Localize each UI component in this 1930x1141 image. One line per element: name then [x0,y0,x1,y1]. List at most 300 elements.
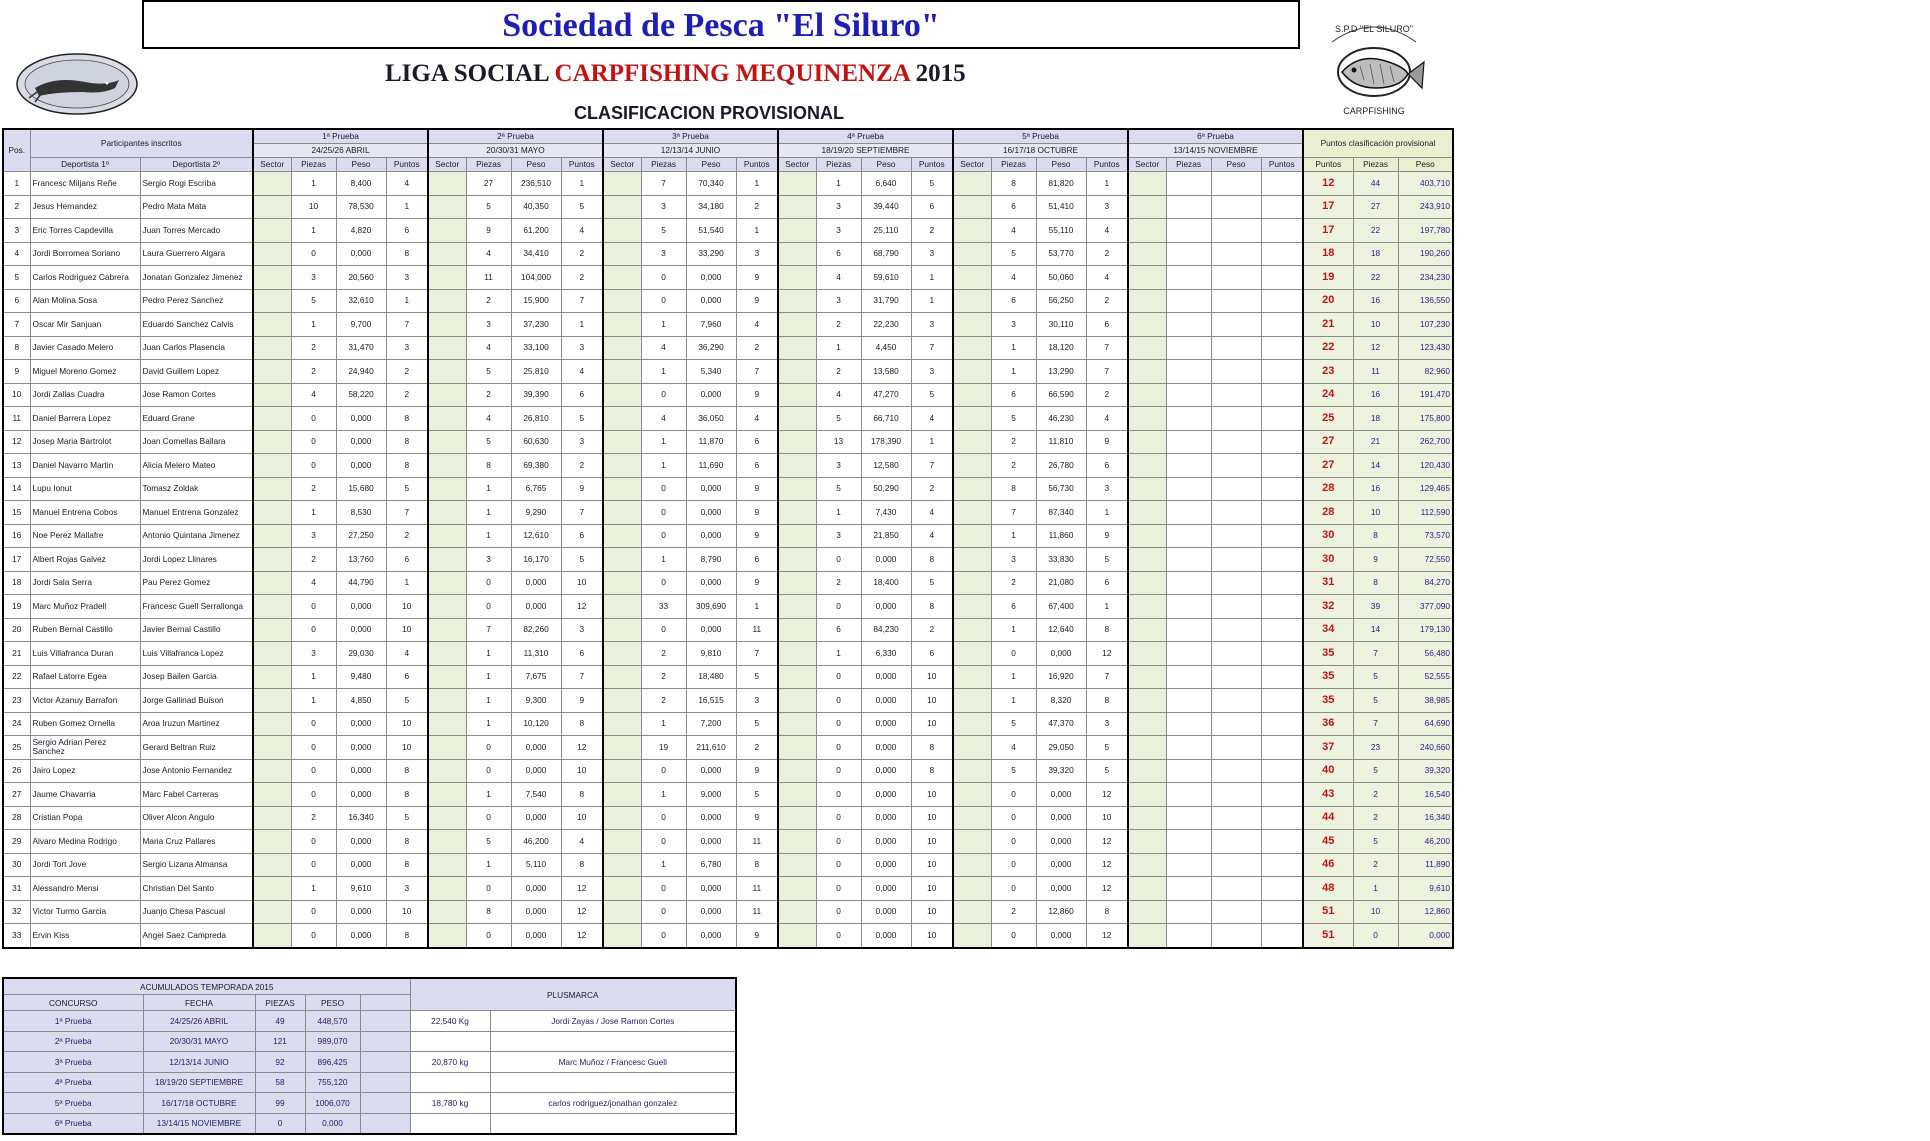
total-piezas-cell: 5 [1353,830,1398,854]
peso-cell: 25,810 [511,360,561,384]
peso-cell: 11,810 [1036,430,1086,454]
peso-cell: 11,690 [686,454,736,478]
sector-cell [603,501,641,525]
puntos-cell: 8 [911,759,953,783]
subtitle-part-3: 2015 [909,60,966,87]
piezas-cell: 1 [291,313,336,337]
sector-cell [778,242,816,266]
piezas-cell: 3 [816,454,861,478]
dep1-header: Deportista 1º [30,158,140,172]
deportista-1-cell: Jesus Hernandez [30,195,140,219]
concurso-cell: 3ª Prueba [3,1052,143,1073]
sector-cell [778,665,816,689]
piezas-cell: 0 [291,900,336,924]
blank-cell [360,1011,410,1032]
prueba-1-date: 24/25/26 ABRIL [253,144,428,158]
peso-cell: 47,270 [861,383,911,407]
sector-cell [603,689,641,713]
piezas-cell: 1 [991,618,1036,642]
piezas-cell [1166,430,1211,454]
puntos-cell [1261,900,1303,924]
deportista-2-cell: Juanjo Chesa Pascual [140,900,253,924]
sector-cell [953,430,991,454]
piezas-header: PIEZAS [255,995,305,1011]
piezas-cell: 2 [816,360,861,384]
sector-cell [253,383,291,407]
piezas-cell: 1 [466,524,511,548]
accumulated-row [3,1093,736,1114]
peso-cell: 30,110 [1036,313,1086,337]
piezas-cell: 99 [255,1093,305,1114]
puntos-cell: 4 [561,830,603,854]
peso-cell: 67,400 [1036,595,1086,619]
peso-cell: 7,430 [861,501,911,525]
puntos-cell: 12 [561,595,603,619]
sector-cell [253,336,291,360]
sector-cell [953,712,991,736]
sector-cell [603,736,641,760]
piezas-cell: 0 [991,877,1036,901]
sector-cell [603,618,641,642]
puntos-cell: 3 [1086,712,1128,736]
piezas-cell: 1 [991,336,1036,360]
piezas-cell: 0 [466,877,511,901]
total-puntos-cell: 22 [1303,336,1353,360]
peso-cell: 11,860 [1036,524,1086,548]
plusmarca-who-cell: Marc Muñoz / Francesc Guell [490,1052,736,1073]
peso-cell: 0,000 [511,595,561,619]
peso-cell: 18,400 [861,571,911,595]
piezas-cell: 0 [291,430,336,454]
sector-cell [253,712,291,736]
total-peso-cell: 190,260 [1398,242,1453,266]
sector-cell [953,454,991,478]
total-piezas-cell: 10 [1353,313,1398,337]
deportista-2-cell: Jonatan Gonzalez Jimenez [140,266,253,290]
piezas-cell: 1 [641,548,686,572]
puntos-cell: 1 [736,172,778,196]
pos-cell: 28 [3,806,30,830]
peso-cell: 0,000 [336,430,386,454]
plusmarca-who-cell [490,1072,736,1093]
piezas-cell [1166,806,1211,830]
peso-cell: 0,000 [861,853,911,877]
peso-cell [1211,289,1261,313]
puntos-cell [1261,383,1303,407]
sector-cell [778,783,816,807]
sector-cell [953,736,991,760]
total-puntos-cell: 27 [1303,430,1353,454]
piezas-cell: 3 [816,195,861,219]
piezas-cell: 0 [991,924,1036,948]
piezas-cell: 0 [641,759,686,783]
total-piezas-cell: 10 [1353,501,1398,525]
piezas-cell: 0 [291,853,336,877]
piezas-cell: 3 [816,524,861,548]
piezas-cell [1166,759,1211,783]
concurso-cell: 2ª Prueba [3,1031,143,1052]
puntos-cell: 10 [561,571,603,595]
deportista-1-cell: Javier Casado Melero [30,336,140,360]
sector-cell [953,172,991,196]
piezas-cell: 5 [466,830,511,854]
piezas-cell: 10 [291,195,336,219]
piezas-cell: 1 [641,360,686,384]
deportista-2-cell: Jordi Lopez Llinares [140,548,253,572]
provisional-header: Puntos clasificación provisional [1303,129,1453,158]
total-piezas-cell: 5 [1353,759,1398,783]
peso-cell: 0,000 [686,477,736,501]
puntos-cell: 9 [1086,524,1128,548]
deportista-2-cell: David Guillem Lopez [140,360,253,384]
piezas-cell: 2 [291,548,336,572]
sector-cell [953,571,991,595]
deportista-2-cell: Marc Fabel Carreras [140,783,253,807]
pos-cell: 33 [3,924,30,948]
peso-cell: 9,000 [686,783,736,807]
piezas-cell: 5 [991,712,1036,736]
peso-cell: 0,000 [686,759,736,783]
piezas-cell: 0 [816,595,861,619]
piezas-cell: 4 [991,219,1036,243]
sector-cell [603,783,641,807]
plusmarca-who-cell: carlos rodriguez/jonathan gonzalez [490,1093,736,1114]
puntos-cell [1261,266,1303,290]
piezas-cell: 92 [255,1052,305,1073]
fecha-cell: 13/14/15 NOVIEMBRE [143,1113,255,1134]
sector-cell [603,289,641,313]
peso-cell: 39,320 [1036,759,1086,783]
sector-cell [603,195,641,219]
sector-cell [778,313,816,337]
peso-cell: 66,710 [861,407,911,431]
total-piezas-header: Piezas [1353,158,1398,172]
peso-cell: 33,830 [1036,548,1086,572]
piezas-cell: 0 [641,501,686,525]
deportista-1-cell: Noe Perez Mallafre [30,524,140,548]
puntos-cell: 10 [911,900,953,924]
pos-cell: 32 [3,900,30,924]
deportista-2-cell: Juan Torres Mercado [140,219,253,243]
total-puntos-cell: 17 [1303,219,1353,243]
deportista-2-cell: Pau Perez Gomez [140,571,253,595]
sector-cell [953,689,991,713]
piezas-cell: 0 [291,618,336,642]
sector-cell [253,571,291,595]
deportista-2-cell: Angel Saez Campreda [140,924,253,948]
prueba-5-puntos-header: Puntos [1086,158,1128,172]
puntos-cell: 7 [561,665,603,689]
total-puntos-cell: 44 [1303,806,1353,830]
total-piezas-cell: 10 [1353,900,1398,924]
puntos-cell: 4 [386,172,428,196]
deportista-2-cell: Eduardo Sanchez Calvis [140,313,253,337]
prueba-3-piezas-header: Piezas [641,158,686,172]
puntos-cell: 6 [1086,571,1128,595]
puntos-cell: 7 [1086,336,1128,360]
puntos-cell [1261,242,1303,266]
deportista-1-cell: Manuel Entrena Cobos [30,501,140,525]
puntos-cell [1261,712,1303,736]
puntos-cell: 1 [1086,595,1128,619]
peso-cell: 32,610 [336,289,386,313]
deportista-1-cell: Sergio Adrian Perez Sanchez [30,736,140,760]
piezas-cell: 4 [466,242,511,266]
sector-cell [603,548,641,572]
total-peso-cell: 120,430 [1398,454,1453,478]
sector-cell [253,618,291,642]
sector-cell [603,242,641,266]
sector-cell [1128,172,1166,196]
table-row [3,477,1453,501]
peso-cell: 0,000 [686,618,736,642]
piezas-cell: 0 [641,618,686,642]
peso-cell: 11,310 [511,642,561,666]
puntos-cell: 4 [561,219,603,243]
prueba-4-date: 18/19/20 SEPTIEMBRE [778,144,953,158]
puntos-cell: 3 [911,313,953,337]
total-peso-cell: 52,555 [1398,665,1453,689]
puntos-cell: 3 [1086,477,1128,501]
puntos-cell [1261,759,1303,783]
sector-cell [253,736,291,760]
blank-cell [360,1072,410,1093]
puntos-cell: 5 [1086,759,1128,783]
sector-cell [603,830,641,854]
piezas-cell: 4 [291,383,336,407]
table-row [3,712,1453,736]
total-puntos-cell: 30 [1303,524,1353,548]
puntos-cell: 10 [911,924,953,948]
puntos-cell: 4 [561,360,603,384]
piezas-cell [1166,642,1211,666]
peso-cell: 0,000 [336,759,386,783]
piezas-cell: 0 [641,900,686,924]
puntos-cell: 8 [386,783,428,807]
total-peso-cell: 11,890 [1398,853,1453,877]
peso-cell: 0,000 [511,571,561,595]
total-piezas-cell: 14 [1353,618,1398,642]
sector-cell [253,642,291,666]
plusmarca-kg-cell: 20,870 kg [410,1052,490,1073]
total-puntos-cell: 35 [1303,642,1353,666]
puntos-cell: 4 [386,642,428,666]
peso-cell: 21,850 [861,524,911,548]
sector-cell [953,477,991,501]
peso-cell: 4,820 [336,219,386,243]
piezas-cell [1166,900,1211,924]
sector-cell [253,266,291,290]
deportista-1-cell: Miguel Moreno Gomez [30,360,140,384]
piezas-cell: 1 [466,477,511,501]
piezas-cell: 1 [291,501,336,525]
piezas-cell [1166,736,1211,760]
sector-cell [778,595,816,619]
peso-cell: 16,170 [511,548,561,572]
peso-cell [1211,454,1261,478]
deportista-2-cell: Jose Ramon Cortes [140,383,253,407]
sector-cell [778,430,816,454]
total-piezas-cell: 22 [1353,266,1398,290]
piezas-cell: 0 [816,900,861,924]
table-row [3,219,1453,243]
league-subtitle [385,60,966,88]
table-row [3,195,1453,219]
total-puntos-cell: 32 [1303,595,1353,619]
piezas-cell: 0 [466,924,511,948]
pos-cell: 11 [3,407,30,431]
peso-cell: 59,610 [861,266,911,290]
peso-cell: 46,230 [1036,407,1086,431]
peso-cell: 104,000 [511,266,561,290]
puntos-cell: 5 [561,548,603,572]
sector-cell [953,336,991,360]
peso-cell: 44,790 [336,571,386,595]
peso-cell: 29,030 [336,642,386,666]
puntos-cell: 12 [1086,853,1128,877]
deportista-1-cell: Victor Azanuy Barrafon [30,689,140,713]
sector-cell [953,900,991,924]
puntos-cell: 7 [736,360,778,384]
puntos-cell [1261,524,1303,548]
piezas-cell: 1 [466,783,511,807]
piezas-cell: 5 [466,430,511,454]
sector-cell [953,877,991,901]
prueba-4-puntos-header: Puntos [911,158,953,172]
puntos-cell: 12 [1086,830,1128,854]
puntos-cell: 1 [561,313,603,337]
peso-cell: 8,530 [336,501,386,525]
puntos-cell: 11 [736,830,778,854]
puntos-cell: 9 [736,759,778,783]
sector-cell [1128,430,1166,454]
peso-cell: 896,425 [305,1052,360,1073]
piezas-cell: 1 [466,665,511,689]
deportista-1-cell: Marc Muñoz Pradell [30,595,140,619]
table-row [3,266,1453,290]
sector-cell [428,336,466,360]
total-piezas-cell: 7 [1353,712,1398,736]
peso-cell: 37,230 [511,313,561,337]
piezas-cell: 0 [255,1113,305,1134]
puntos-cell [1261,430,1303,454]
peso-cell: 46,200 [511,830,561,854]
piezas-cell: 121 [255,1031,305,1052]
sector-cell [778,642,816,666]
sector-cell [603,877,641,901]
total-piezas-cell: 16 [1353,383,1398,407]
piezas-cell: 5 [991,759,1036,783]
peso-cell: 8,790 [686,548,736,572]
total-puntos-cell: 37 [1303,736,1353,760]
piezas-cell: 6 [991,595,1036,619]
peso-cell: 9,810 [686,642,736,666]
sector-cell [253,853,291,877]
prueba-5-piezas-header: Piezas [991,158,1036,172]
deportista-1-cell: Luis Villafranca Duran [30,642,140,666]
piezas-cell [1166,877,1211,901]
deportista-2-cell: Gerard Beltran Ruiz [140,736,253,760]
sector-cell [953,383,991,407]
piezas-cell [1166,195,1211,219]
puntos-cell: 6 [386,665,428,689]
prueba-6-piezas-header: Piezas [1166,158,1211,172]
puntos-cell: 7 [561,501,603,525]
total-peso-cell: 64,690 [1398,712,1453,736]
prueba-6-header: 6ª Prueba [1128,129,1303,144]
puntos-cell: 5 [911,172,953,196]
sector-cell [778,383,816,407]
peso-cell [1211,477,1261,501]
peso-cell: 0,000 [686,571,736,595]
piezas-cell [1166,853,1211,877]
sector-cell [953,642,991,666]
total-peso-cell: 39,320 [1398,759,1453,783]
piezas-cell: 2 [466,383,511,407]
deportista-1-cell: Ervin Kiss [30,924,140,948]
fecha-cell: 12/13/14 JUNIO [143,1052,255,1073]
pos-cell: 15 [3,501,30,525]
puntos-cell [1261,289,1303,313]
peso-cell: 56,730 [1036,477,1086,501]
puntos-cell [1261,783,1303,807]
sector-cell [1128,877,1166,901]
blank-cell [360,1093,410,1114]
piezas-cell: 1 [641,454,686,478]
deportista-1-cell: Daniel Navarro Martin [30,454,140,478]
puntos-cell: 8 [561,712,603,736]
peso-cell [1211,430,1261,454]
piezas-cell: 0 [291,736,336,760]
peso-cell: 0,000 [511,736,561,760]
sector-cell [953,595,991,619]
puntos-cell: 10 [911,783,953,807]
peso-cell: 0,000 [336,900,386,924]
prueba-2-peso-header: Peso [511,158,561,172]
deportista-1-cell: Francesc Miljans Reñe [30,172,140,196]
peso-cell: 5,110 [511,853,561,877]
deportista-1-cell: Daniel Barrera Lopez [30,407,140,431]
concurso-cell: 5ª Prueba [3,1093,143,1114]
sector-cell [778,524,816,548]
sector-cell [1128,360,1166,384]
piezas-cell: 2 [466,289,511,313]
table-row [3,501,1453,525]
peso-cell [1211,407,1261,431]
piezas-cell: 1 [641,783,686,807]
sector-cell [253,454,291,478]
piezas-cell: 8 [466,454,511,478]
peso-cell [1211,195,1261,219]
peso-cell: 9,700 [336,313,386,337]
deportista-1-cell: Alvaro Medina Rodrigo [30,830,140,854]
total-piezas-cell: 44 [1353,172,1398,196]
puntos-cell: 1 [1086,172,1128,196]
accumulated-table [2,977,737,1135]
peso-cell: 26,810 [511,407,561,431]
total-piezas-cell: 0 [1353,924,1398,948]
puntos-cell: 2 [736,195,778,219]
piezas-cell: 1 [991,360,1036,384]
piezas-cell: 13 [816,430,861,454]
plusmarca-kg-cell: 22,540 Kg [410,1011,490,1032]
piezas-cell: 1 [991,665,1036,689]
puntos-cell: 7 [386,501,428,525]
total-puntos-cell: 30 [1303,548,1353,572]
deportista-2-cell: Javier Bernal Castillo [140,618,253,642]
peso-cell: 12,580 [861,454,911,478]
piezas-cell: 0 [816,783,861,807]
